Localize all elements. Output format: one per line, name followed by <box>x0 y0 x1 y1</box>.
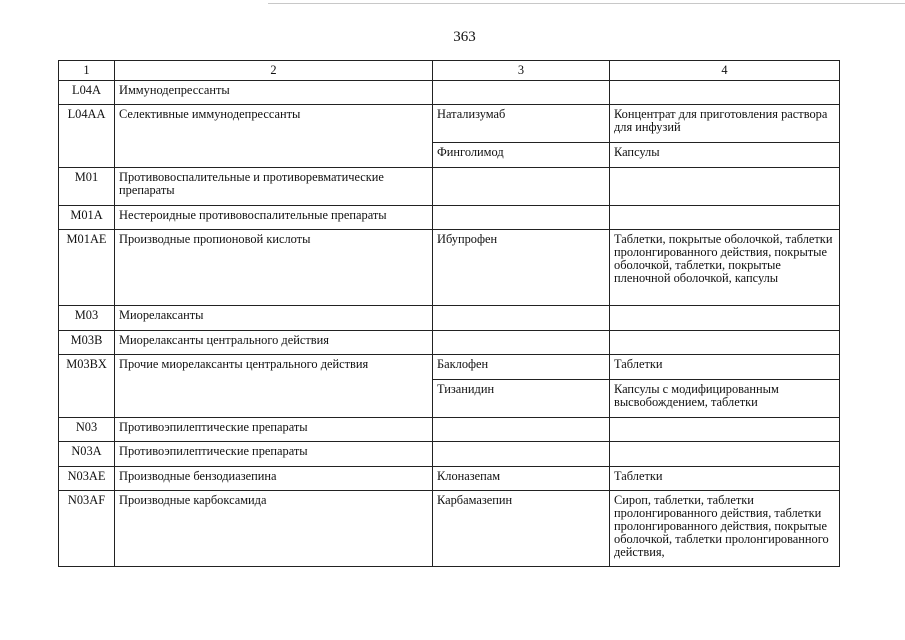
drug-name-cell: Карбамазепин <box>433 491 610 567</box>
atc-code-cell: L04A <box>59 81 115 105</box>
dosage-form-cell <box>610 418 840 442</box>
drug-name-cell <box>433 331 610 355</box>
dosage-form-cell: Таблетки <box>610 355 840 380</box>
page-number: 363 <box>453 29 476 45</box>
drug-name-cell: Ибупрофен <box>433 230 610 306</box>
table-row <box>59 168 840 206</box>
drug-name-cell <box>433 306 610 331</box>
atc-code-cell: L04AA <box>59 105 115 168</box>
atc-code-cell: M03 <box>59 306 115 331</box>
top-rule <box>268 3 905 4</box>
table-row <box>59 442 840 467</box>
drug-name-cell: Баклофен <box>433 355 610 380</box>
atc-code-cell: M03B <box>59 331 115 355</box>
column-header: 1 <box>59 61 115 81</box>
atc-code-cell: M03BX <box>59 355 115 418</box>
atc-code-cell: N03AF <box>59 491 115 567</box>
drug-name-cell: Тизанидин <box>433 380 610 418</box>
column-header: 4 <box>610 61 840 81</box>
dosage-form-cell <box>610 306 840 331</box>
atc-code-cell: M01AE <box>59 230 115 306</box>
group-name-cell: Иммунодепрессанты <box>115 81 433 105</box>
dosage-form-cell <box>610 331 840 355</box>
column-header: 2 <box>115 61 433 81</box>
atc-code-cell: M01A <box>59 206 115 230</box>
group-name-cell: Миорелаксанты центрального действия <box>115 331 433 355</box>
header-row <box>59 61 840 81</box>
dosage-form-cell: Сироп, таблетки, таблетки пролонгированного действия, таблетки пролонгированного действия, покрытые оболочкой, таблетки пролонгированного действия, <box>610 491 840 567</box>
dosage-form-cell: Концентрат для приготовления раствора для инфузий <box>610 105 840 143</box>
group-name-cell: Противоэпилептические препараты <box>115 418 433 442</box>
drug-name-cell: Финголимод <box>433 143 610 168</box>
table-row <box>59 418 840 442</box>
dosage-form-cell: Таблетки <box>610 467 840 491</box>
dosage-form-cell <box>610 442 840 467</box>
group-name-cell: Нестероидные противовоспалительные препараты <box>115 206 433 230</box>
atc-code-cell: N03AE <box>59 467 115 491</box>
drug-name-cell <box>433 442 610 467</box>
group-name-cell: Миорелаксанты <box>115 306 433 331</box>
table-row <box>59 81 840 105</box>
table-row <box>59 331 840 355</box>
table-row <box>59 467 840 491</box>
group-name-cell: Селективные иммунодепрессанты <box>115 105 433 168</box>
drug-name-cell <box>433 81 610 105</box>
dosage-form-cell <box>610 81 840 105</box>
column-header: 3 <box>433 61 610 81</box>
dosage-form-cell <box>610 168 840 206</box>
atc-code-cell: M01 <box>59 168 115 206</box>
table-row <box>59 206 840 230</box>
atc-code-cell: N03 <box>59 418 115 442</box>
group-name-cell: Прочие миорелаксанты центрального действия <box>115 355 433 418</box>
group-name-cell: Производные пропионовой кислоты <box>115 230 433 306</box>
atc-code-cell: N03A <box>59 442 115 467</box>
drug-name-cell <box>433 206 610 230</box>
drug-name-cell <box>433 168 610 206</box>
group-name-cell: Противоэпилептические препараты <box>115 442 433 467</box>
drug-name-cell <box>433 418 610 442</box>
table-row <box>59 491 840 567</box>
dosage-form-cell: Капсулы <box>610 143 840 168</box>
table-row <box>59 230 840 306</box>
dosage-form-cell: Таблетки, покрытые оболочкой, таблетки пролонгированного действия, покрытые оболочкой, таблетки, покрытые пленочной оболочкой, капсулы <box>610 230 840 306</box>
dosage-form-cell <box>610 206 840 230</box>
drug-table <box>58 60 840 567</box>
group-name-cell: Производные карбоксамида <box>115 491 433 567</box>
table-row <box>59 306 840 331</box>
table-row <box>59 355 840 380</box>
dosage-form-cell: Капсулы с модифицированным высвобождением, таблетки <box>610 380 840 418</box>
table-row <box>59 105 840 143</box>
group-name-cell: Противовоспалительные и противоревматические препараты <box>115 168 433 206</box>
drug-name-cell: Клоназепам <box>433 467 610 491</box>
drug-name-cell: Натализумаб <box>433 105 610 143</box>
group-name-cell: Производные бензодиазепина <box>115 467 433 491</box>
